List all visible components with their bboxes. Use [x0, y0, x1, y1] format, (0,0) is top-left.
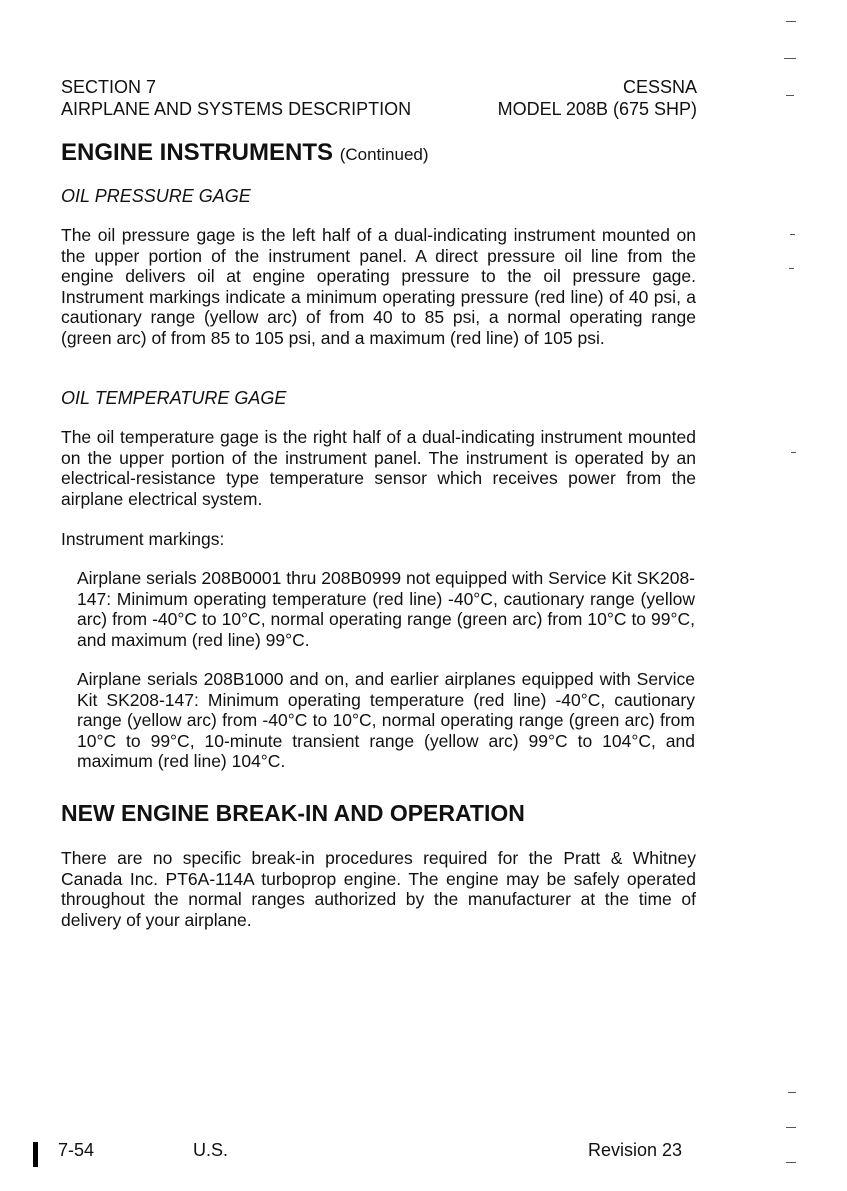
- engine-instruments-heading: [61, 138, 429, 170]
- model-label: MODEL 208B (675 SHP): [497, 99, 697, 119]
- oil-pressure-heading: OIL PRESSURE GAGE: [61, 186, 251, 206]
- page-number: 7-54: [58, 1140, 95, 1160]
- instrument-markings-intro: Instrument markings:: [61, 529, 225, 549]
- break-in-heading: NEW ENGINE BREAK-IN AND OPERATION: [61, 800, 525, 826]
- markings-serials-0001-0999: Airplane serials 208B0001 thru 208B0999 not equipped with Service Kit SK208-147: Minimum operating temperature (red line) -40°C, cautionary range (yellow arc) from -40°C to 10°C, normal operating range (green arc) from 10°C to 99°C, and maximum (red line) 99°C.: [77, 568, 695, 650]
- markings-serials-1000-on: Airplane serials 208B1000 and on, and earlier airplanes equipped with Service Kit SK208-147: Minimum operating temperature (red line) -40°C, cautionary range (yellow arc) from -40°C to 10°C, normal operating range (green arc) from 10°C to 99°C, 10-minute transient range (yellow arc) 99°C to 104°C, and maximum (red line) 104°C.: [77, 669, 695, 771]
- engine-instruments-title: ENGINE INSTRUMENTS: [61, 139, 334, 166]
- break-in-paragraph: There are no specific break-in procedures required for the Pratt & Whitney Canada Inc. PT6A-114A turboprop engine. The engine may be safely operated throughout the normal ranges authorized by the manufacturer at the time of delivery of your airplane.: [61, 848, 696, 930]
- oil-temperature-paragraph: The oil temperature gage is the right half of a dual-indicating instrument mounted on the upper portion of the instrument panel. The instrument is operated by an electrical-resistance type temperature sensor which receives power from the airplane electrical system.: [61, 427, 696, 509]
- oil-pressure-paragraph: The oil pressure gage is the left half of a dual-indicating instrument mounted on the upper portion of the instrument panel. A direct pressure oil line from the engine delivers oil at engine operating pressure to the oil pressure gage. Instrument markings indicate a minimum operating pressure (red line) of 40 psi, a cautionary range (yellow arc) of from 40 to 85 psi, a normal operating range (green arc) of from 85 to 105 psi, and a maximum (red line) of 105 psi.: [61, 225, 696, 348]
- brand-label: CESSNA: [622, 77, 697, 97]
- continued-label: (Continued): [339, 145, 429, 164]
- running-header-line-2: [61, 98, 697, 120]
- region-label: U.S.: [193, 1140, 229, 1160]
- running-header-line-1: [61, 76, 697, 98]
- section-label: SECTION 7: [61, 77, 157, 97]
- revision-label: Revision 23: [588, 1140, 683, 1160]
- oil-temperature-heading: OIL TEMPERATURE GAGE: [61, 388, 287, 408]
- revision-change-bar: [33, 1142, 38, 1167]
- chapter-label: AIRPLANE AND SYSTEMS DESCRIPTION: [61, 99, 412, 119]
